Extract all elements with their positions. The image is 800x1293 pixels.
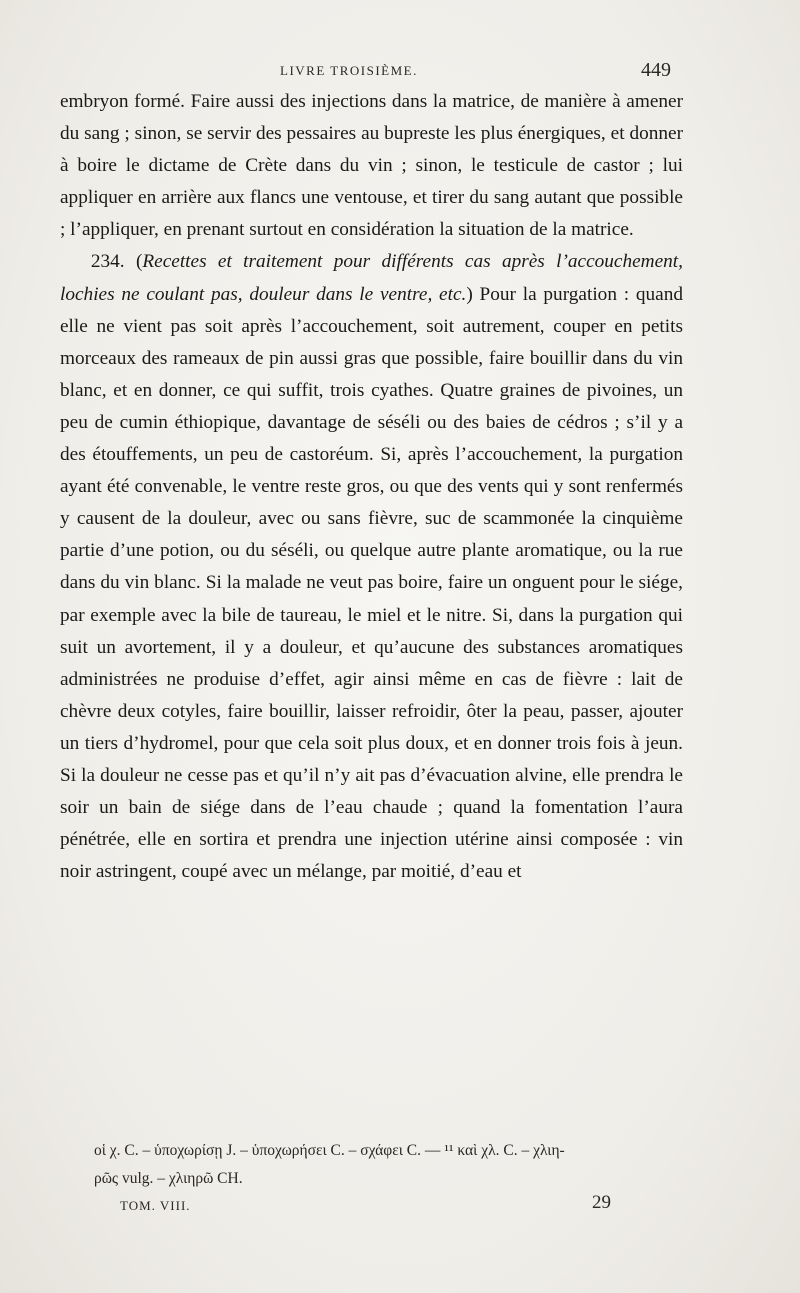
page-number: 449 bbox=[641, 59, 671, 81]
running-head bbox=[0, 60, 800, 84]
footnote-line-2: ρῶς vulg. – χλιηρῶ CH. bbox=[94, 1170, 243, 1187]
paragraph-number: 234. bbox=[90, 251, 125, 273]
running-title: LIVRE TROISIÈME. bbox=[280, 63, 418, 78]
volume-mark: TOM. VIII. bbox=[120, 1198, 191, 1213]
footnote-line-1: οἱ χ. C. – ὑποχωρίσῃ J. – ὑποχωρήσει C. – σχάφει C. — ¹¹ καὶ χλ. C. – χλιη- bbox=[94, 1142, 565, 1159]
main-text bbox=[60, 86, 683, 888]
signature-number: 29 bbox=[592, 1192, 611, 1213]
paragraph-2-text: Pour la purgation : quand elle ne vient pas soit après l’accouchement, soit autrement, couper en petits morceaux des rameaux de pin aussi gras que possible, faire bouillir dans du vin blanc, et en donner, ce qui suffit, trois cyathes. Quatre graines de pivoines, un peu de cumin éthiopique, davantage de séséli ou des baies de cédros ; s’il y a des étouffements, un peu de castoréum. Si, après l’accouchement, la purgation ayant été convenable, le ventre reste gros, ou que des vents qui y sont renfermés y causent de la douleur, avec ou sans fièvre, suc de scammonée la cinquième partie d’une potion, ou du séséli, ou quelque autre plante aromatique, ou la rue dans du vin blanc. Si la malade ne veut pas boire, faire un onguent pour le siége, par exemple avec la bile de taureau, le miel et le nitre. Si, dans la purgation qui suit un avortement, il y a douleur, et qu’aucune des substances aromatiques administrées ne produise d’effet, agir ainsi même en cas de fièvre : lait de chèvre deux cotyles, faire bouillir, laisser refroidir, ôter la peau, passer, ajouter un tiers d’hydromel, pour que cela soit plus doux, et en donner trois fois à jeun. Si la douleur ne cesse pas et qu’il n’y ait pas d’évacuation alvine, elle prendra le soir un bain de siége dans de l’eau chaude ; quand la fomentation l’aura pénétrée, elle en sortira et prendra une injection utérine ainsi composée : vin noir astringent, coupé avec un mélange, par moitié, d’eau et bbox=[60, 283, 683, 883]
section-heading: Recettes et traitement pour différents cas après l’accouchement, lochies ne coulant pas, douleur dans le ventre, etc. bbox=[60, 251, 683, 305]
paragraph-1: embryon formé. Faire aussi des injections dans la matrice, de manière à amener du sang ; sinon, se servir des pessaires au bupreste les plus énergiques, et donner à boire le dictame de Crète dans du vin ; sinon, le testicule de castor ; lui appliquer en arrière aux flancs une ventouse, et tirer du sang autant que possible ; l’appliquer, en prenant surtout en considération la situation de la matrice. bbox=[60, 91, 683, 241]
heading-close-paren: ) bbox=[466, 283, 473, 305]
paragraph-2 bbox=[60, 246, 683, 888]
heading-open-paren: ( bbox=[135, 251, 143, 273]
footnotes bbox=[94, 1137, 694, 1193]
signature-line bbox=[0, 1190, 800, 1220]
